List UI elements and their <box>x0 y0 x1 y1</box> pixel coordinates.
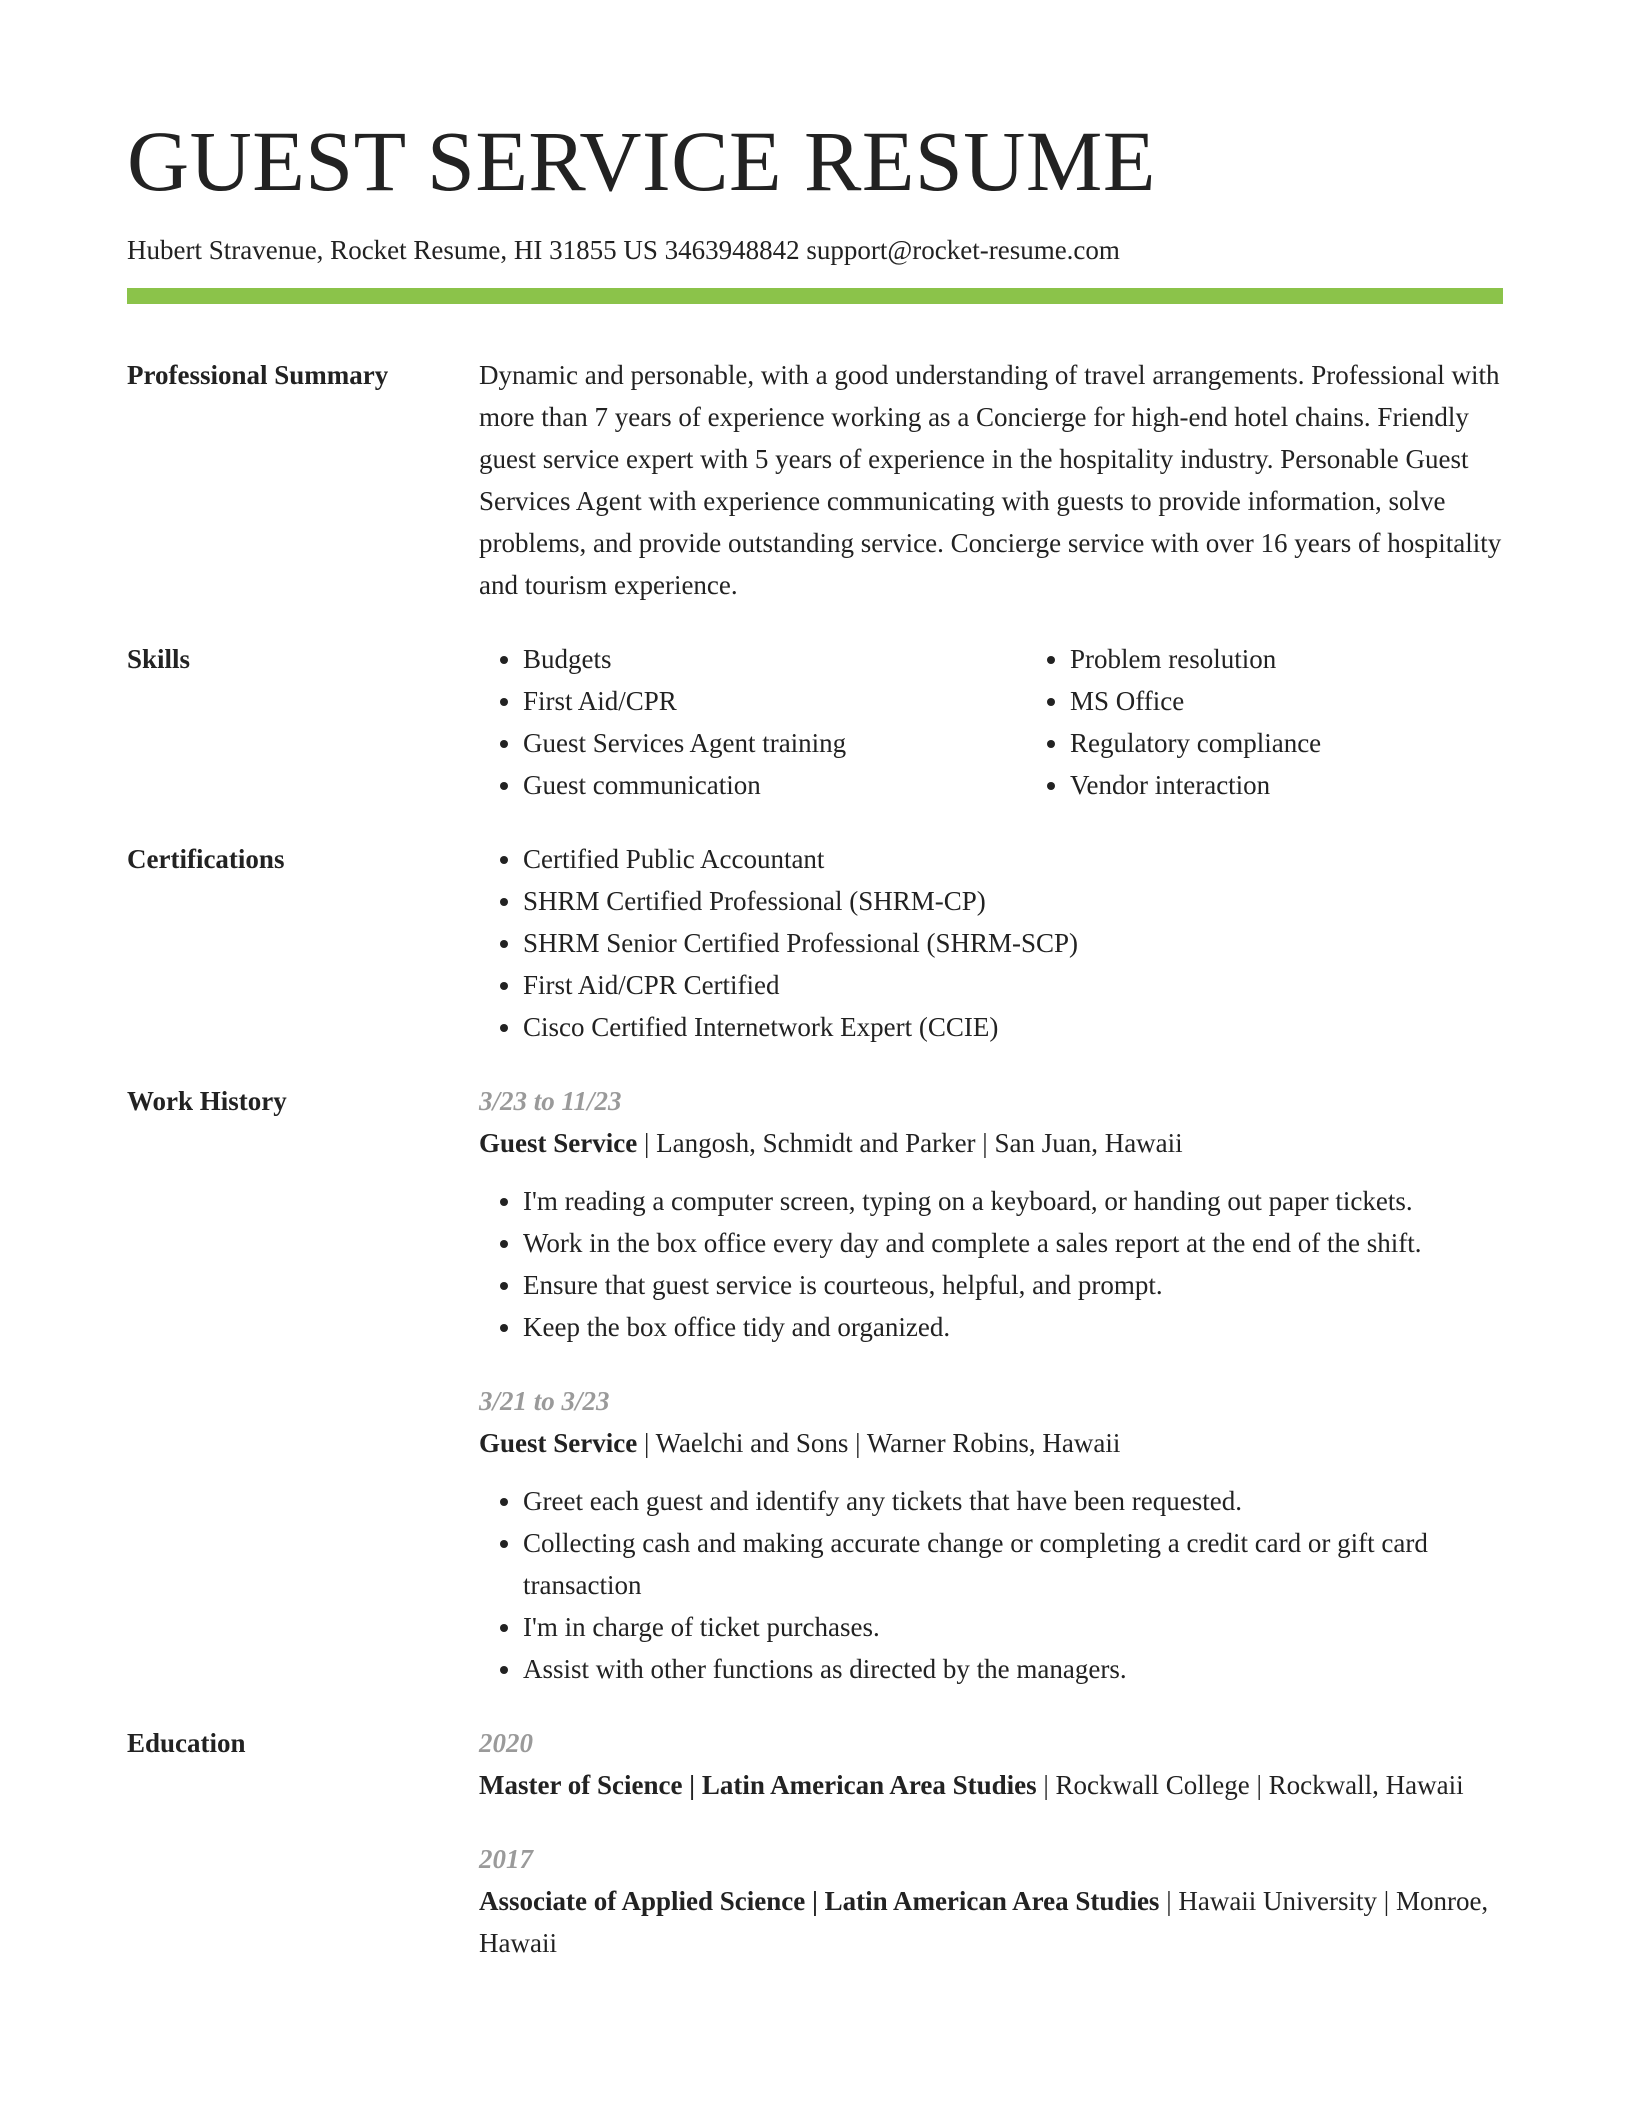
work-history-section <box>127 1080 1503 1690</box>
education-heading <box>479 1880 1503 1964</box>
job-title: Guest Service <box>479 1128 638 1159</box>
contact-line: Hubert Stravenue, Rocket Resume, HI 31855 US 3463948842 support@rocket-resume.com <box>127 235 1120 265</box>
job-bullet: • Ensure that guest service is courteous, helpful, and prompt. <box>523 1264 1503 1306</box>
certification-item: • Cisco Certified Internetwork Expert (CCIE) <box>523 1006 1503 1048</box>
job-bullet: • I'm in charge of ticket purchases. <box>523 1606 1503 1648</box>
certifications-section <box>127 838 1503 1048</box>
education-entry <box>479 1838 1503 1964</box>
section-label-certifications: Certifications <box>127 844 285 875</box>
summary-text: Dynamic and personable, with a good understanding of travel arrangements. Professional with more than 7 years of experience working as a Concierge for high-end hotel chains. Friendly guest service expert with 5 years of experience in the hospitality industry. Personable Guest Services Agent with experience communicating with guests to provide information, solve problems, and provide outstanding service. Concierge service with over 16 years of hospitality and tourism experience. <box>479 360 1502 601</box>
job-entry <box>479 1380 1503 1690</box>
skill-item: • MS Office <box>1070 680 1573 722</box>
skill-item: • First Aid/CPR <box>523 680 1026 722</box>
section-label-summary: Professional Summary <box>127 360 389 391</box>
summary-section <box>127 354 1503 606</box>
job-heading <box>479 1422 1503 1464</box>
education-section <box>127 1722 1503 1964</box>
resume-page <box>127 113 1503 1964</box>
work-history-body <box>479 1080 1503 1690</box>
skills-column-2 <box>1026 638 1573 806</box>
certification-item: • First Aid/CPR Certified <box>523 964 1503 1006</box>
skill-item: • Guest communication <box>523 764 1026 806</box>
education-heading <box>479 1764 1503 1806</box>
job-details: | Langosh, Schmidt and Parker | San Juan, Hawaii <box>637 1128 1183 1159</box>
job-bullet: • Keep the box office tidy and organized. <box>523 1306 1503 1348</box>
certification-item: • SHRM Certified Professional (SHRM-CP) <box>523 880 1503 922</box>
skill-item: • Problem resolution <box>1070 638 1573 680</box>
resume-title: GUEST SERVICE RESUME <box>127 113 1156 209</box>
job-bullet: • Assist with other functions as directed by the managers. <box>523 1648 1503 1690</box>
skill-item: • Guest Services Agent training <box>523 722 1026 764</box>
job-heading <box>479 1122 1503 1164</box>
degree-title: Master of Science | Latin American Area Studies <box>479 1770 1037 1801</box>
degree-title: Associate of Applied Science | Latin American Area Studies <box>479 1886 1160 1917</box>
job-bullet: • Work in the box office every day and complete a sales report at the end of the shift. <box>523 1222 1503 1264</box>
skills-section <box>127 638 1503 806</box>
education-year: 2017 <box>479 1844 533 1875</box>
job-bullets <box>479 1480 1503 1690</box>
skills-grid <box>479 638 1573 806</box>
skills-column-1 <box>479 638 1026 806</box>
education-details: | Hawaii University | Monroe, Hawaii <box>479 1886 1489 1959</box>
skill-item: • Vendor interaction <box>1070 764 1573 806</box>
accent-divider <box>127 288 1503 304</box>
certification-item: • Certified Public Accountant <box>523 838 1503 880</box>
job-title: Guest Service <box>479 1428 638 1459</box>
job-bullet: • I'm reading a computer screen, typing on a keyboard, or handing out paper tickets. <box>523 1180 1503 1222</box>
certifications-list <box>479 838 1503 1048</box>
job-bullet: • Collecting cash and making accurate change or completing a credit card or gift card transaction <box>523 1522 1503 1606</box>
certifications-body <box>479 838 1503 1048</box>
skill-item: • Budgets <box>523 638 1026 680</box>
job-bullets <box>479 1180 1503 1348</box>
section-label-work-history: Work History <box>127 1086 287 1117</box>
skills-body <box>479 638 1573 806</box>
certification-item: • SHRM Senior Certified Professional (SHRM-SCP) <box>523 922 1503 964</box>
education-entry <box>479 1722 1503 1806</box>
job-dates: 3/23 to 11/23 <box>479 1086 622 1117</box>
education-body <box>479 1722 1503 1964</box>
skill-item: • Regulatory compliance <box>1070 722 1573 764</box>
education-details: | Rockwall College | Rockwall, Hawaii <box>1036 1770 1464 1801</box>
section-label-education: Education <box>127 1728 246 1759</box>
section-label-skills: Skills <box>127 644 191 675</box>
job-dates: 3/21 to 3/23 <box>479 1386 610 1417</box>
education-year: 2020 <box>479 1728 533 1759</box>
job-entry <box>479 1080 1503 1348</box>
job-details: | Waelchi and Sons | Warner Robins, Hawaii <box>637 1428 1121 1459</box>
job-bullet: • Greet each guest and identify any tickets that have been requested. <box>523 1480 1503 1522</box>
